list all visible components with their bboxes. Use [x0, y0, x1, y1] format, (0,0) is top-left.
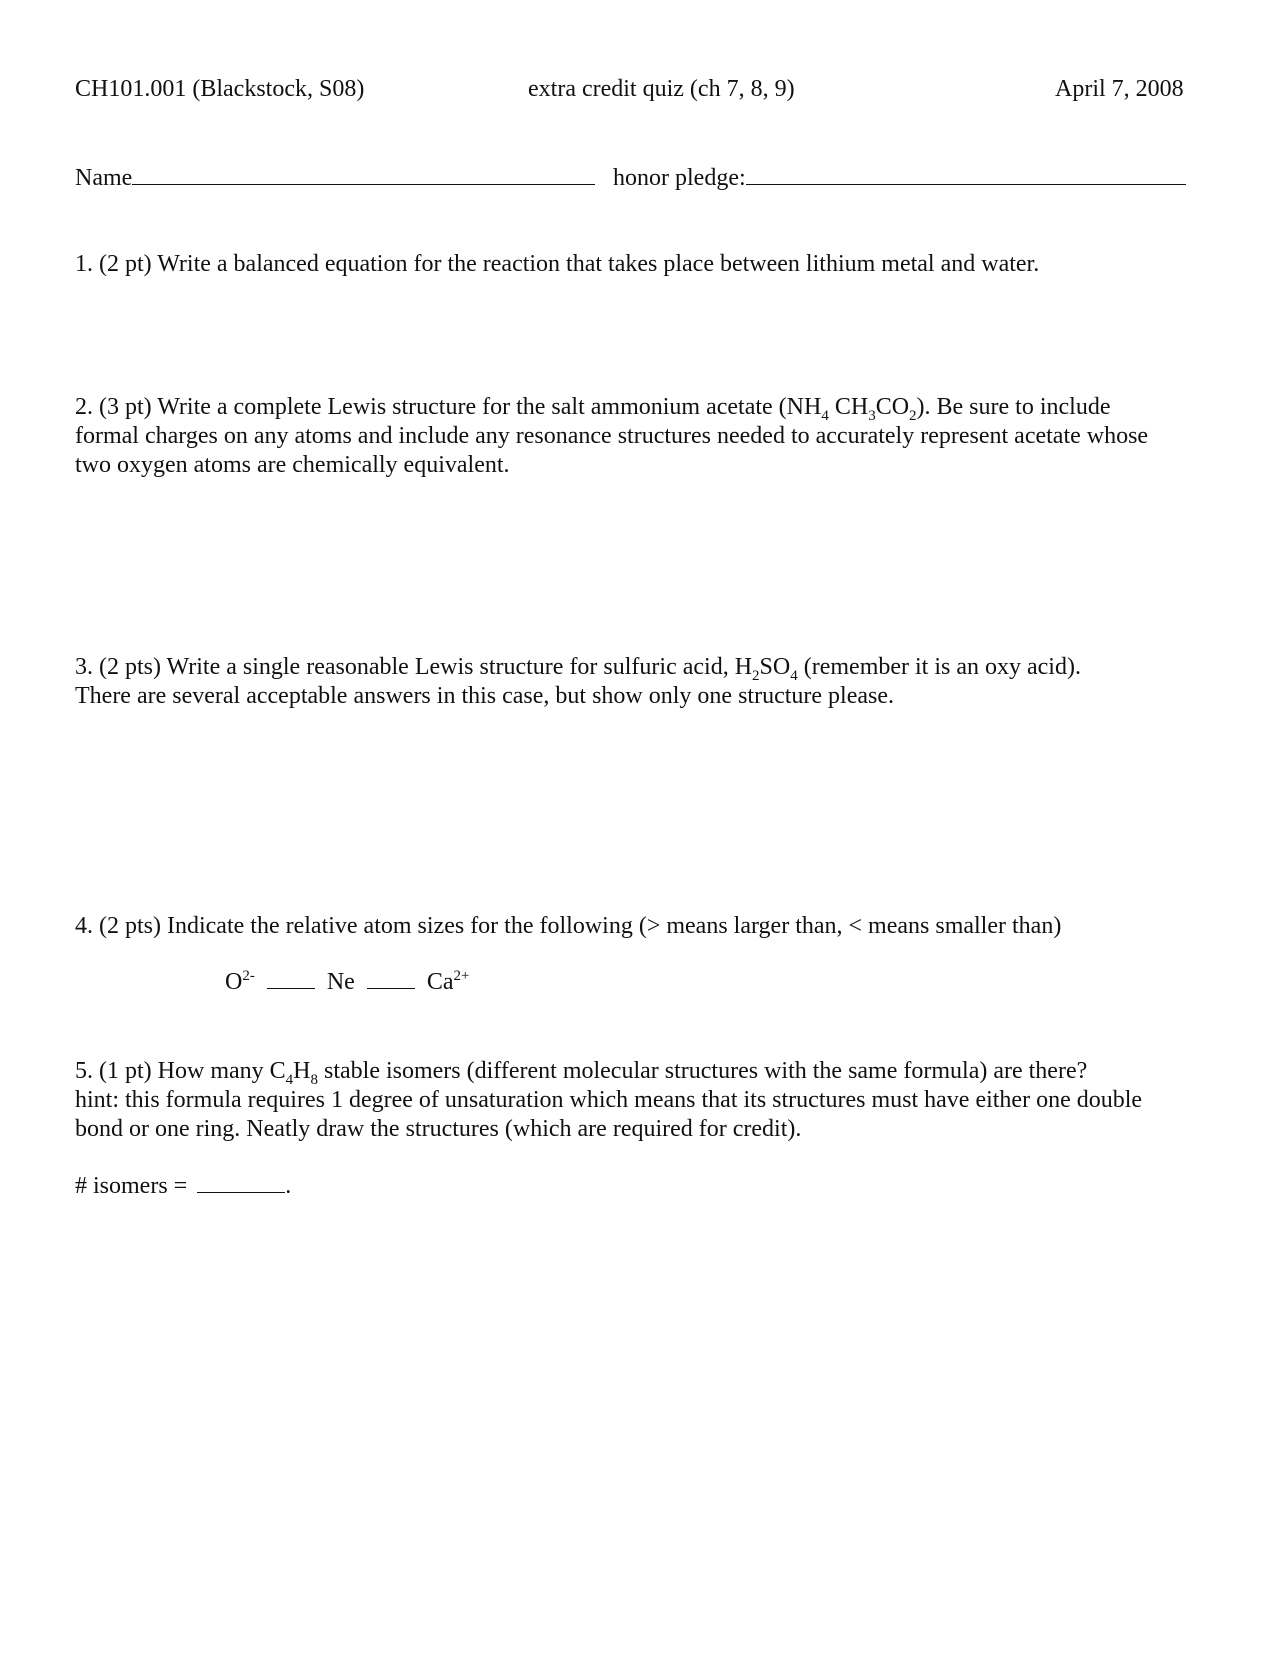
course-header: CH101.001 (Blackstock, S08) — [75, 76, 365, 102]
question-3 — [75, 653, 1215, 711]
isomers-blank[interactable] — [197, 1172, 285, 1193]
honor-pledge-field[interactable] — [613, 162, 1186, 193]
question-5 — [75, 1057, 1215, 1144]
question-3-line-1: 3. (2 pts) Write a single reasonable Lewis structure for sulfuric acid, $H_2SO_4$ (remember it is an oxy acid). — [75, 654, 1081, 684]
question-2-line-2: formal charges on any atoms and include any resonance structures needed to accurately represent acetate whose — [75, 423, 1149, 449]
question-4-text: 4. (2 pts) Indicate the relative atom sizes for the following (> means larger than, < means smaller than) — [75, 913, 1062, 939]
question-2 — [75, 393, 1215, 480]
question-1-text: 1. (2 pt) Write a balanced equation for the reaction that takes place between lithium metal and water. — [75, 251, 1040, 277]
question-4 — [75, 912, 1215, 941]
quiz-date: April 7, 2008 — [1055, 76, 1184, 102]
isomers-label: # isomers = — [75, 1173, 188, 1199]
honor-pledge-blank[interactable] — [746, 162, 1186, 185]
question-1 — [75, 250, 1215, 279]
comparison-blank-1[interactable] — [267, 970, 315, 989]
question-5-line-2: hint: this formula requires 1 degree of unsaturation which means that its structures must have either one double — [75, 1087, 1143, 1113]
question-3-line-2: There are several acceptable answers in this case, but show only one structure please. — [75, 683, 894, 709]
question-2-line-1: 2. (3 pt) Write a complete Lewis structure for the salt ammonium acetate ($NH_4$ $CH_3CO_2$). Be sure to include — [75, 394, 1111, 424]
ion-calcium: $Ca^{2+}$ — [426, 968, 470, 995]
honor-pledge-label: honor pledge: — [613, 165, 746, 191]
isomers-period: . — [285, 1173, 292, 1199]
ion-neon: Ne — [326, 969, 355, 995]
question-5-line-1: 5. (1 pt) How many $C_4H_8$ stable isomers (different molecular structures with the same formula) are there? — [75, 1058, 1088, 1088]
question-5-line-3: bond or one ring. Neatly draw the structures (which are required for credit). — [75, 1116, 802, 1142]
quiz-title: extra credit quiz (ch 7, 8, 9) — [528, 76, 795, 102]
ion-oxide: $O^{2-}$ — [225, 968, 255, 995]
name-blank[interactable] — [132, 162, 595, 185]
question-2-line-3: two oxygen atoms are chemically equivalent. — [75, 452, 510, 478]
isomers-answer — [75, 1172, 291, 1201]
ion-size-comparison — [225, 968, 469, 997]
comparison-blank-2[interactable] — [367, 970, 415, 989]
name-label: Name — [75, 165, 133, 191]
name-field[interactable] — [75, 162, 595, 193]
